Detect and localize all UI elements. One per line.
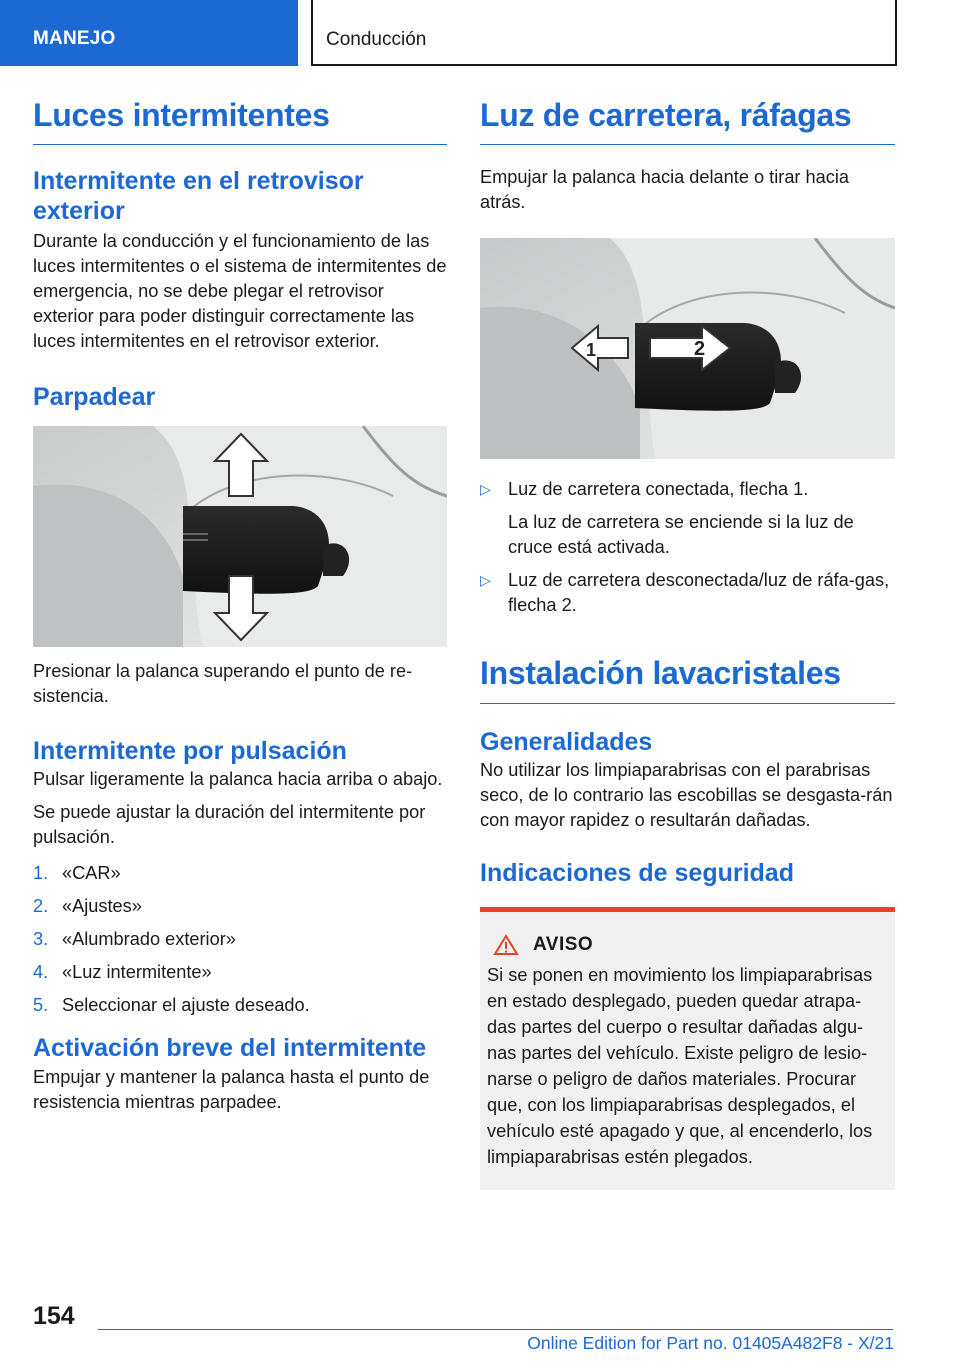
brief-activation-text: Empujar y mantener la palanca hasta el punto de resistencia mientras parpadee. — [33, 1066, 430, 1112]
list-item: 5. Seleccionar el ajuste deseado. — [33, 995, 310, 1016]
list-item: ▷ Luz de carretera conectada, flecha 1. La luz de carretera se enciende si la luz de cruce está activada. — [480, 479, 854, 558]
subheading-general: Generalidades — [480, 727, 653, 756]
list-item: 3. «Alumbrado exterior» — [33, 929, 236, 950]
high-beam-intro: Empujar la palanca hacia delante o tirar hacia atrás. — [480, 167, 850, 213]
triangle-bullet-icon: ▷ — [480, 481, 491, 498]
header-section-label: MANEJO — [33, 28, 116, 49]
lever-up-down-figure — [33, 426, 447, 647]
lever-forward-back-figure — [480, 238, 895, 459]
header-chapter-box — [311, 0, 897, 66]
right-column — [480, 96, 895, 1190]
subheading-safety: Indicaciones de seguridad — [480, 859, 794, 888]
left-column — [33, 96, 447, 1115]
list-item: 2. «Ajustes» — [33, 896, 142, 917]
warning-triangle-icon — [493, 934, 519, 956]
flash-caption: Presionar la palanca superando el punto de re-sistencia. — [33, 660, 413, 706]
section-heading-turn-signals: Luces intermitentes — [33, 96, 447, 145]
section-heading-washer: Instalación lavacristales — [480, 654, 895, 703]
list-item: ▷ Luz de carretera desconectada/luz de ráfa-gas, flecha 2. — [480, 570, 890, 616]
warning-title: AVISO — [533, 933, 594, 955]
warning-box — [480, 907, 895, 1190]
header-section-tab — [0, 0, 298, 66]
header-chapter-label: Conducción — [326, 29, 427, 50]
triangle-bullet-icon: ▷ — [480, 572, 491, 589]
section-heading-high-beam: Luz de carretera, ráfagas — [480, 96, 895, 145]
arrow-2-label: 2 — [694, 338, 706, 361]
general-text: No utilizar los limpiaparabrisas con el parabrisas seco, de lo contrario las escobillas se desgasta-rán con mayor rapidez o resultarán dañadas. — [480, 760, 893, 831]
page-number: 154 — [33, 1302, 75, 1330]
settings-steps-list — [33, 861, 447, 1018]
subheading-mirror-signal: Intermitente en el retrovisor exterior — [33, 167, 364, 225]
high-beam-list — [480, 477, 895, 618]
footer-edition: Online Edition for Part no. 01405A482F8 - X/21 — [527, 1333, 894, 1353]
subheading-comfort-signal: Intermitente por pulsación — [33, 736, 347, 765]
subheading-brief-activation: Activación breve del intermitente — [33, 1034, 427, 1063]
subheading-flash: Parpadear — [33, 383, 156, 412]
arrow-1-label: 1 — [586, 340, 597, 361]
footer-divider — [98, 1329, 893, 1330]
list-item: 1. «CAR» — [33, 863, 121, 884]
comfort-signal-text-2: Se puede ajustar la duración del intermitente por pulsación. — [33, 802, 426, 848]
warning-text: Si se ponen en movimiento los limpiaparabrisas en estado desplegado, pueden quedar atrapa-das partes del cuerpo o resultar dañadas algu-nas partes del vehículo. Existe peligro de lesio-narse o peligro de daños materiales. Procurar que, con los limpiaparabrisas desplegados, el vehículo esté apagado y que, al encenderlo, los limpiaparabrisas estén plegados. — [487, 964, 873, 1167]
mirror-signal-text: Durante la conducción y el funcionamiento de las luces intermitentes o el sistema de intermitentes de emergencia, no se debe plegar el retrovisor exterior para poder distinguir correctamente las luces intermitentes en el retrovisor exterior. — [33, 231, 447, 352]
comfort-signal-text-1: Pulsar ligeramente la palanca hacia arriba o abajo. — [33, 769, 443, 790]
list-item: 4. «Luz intermitente» — [33, 962, 212, 983]
